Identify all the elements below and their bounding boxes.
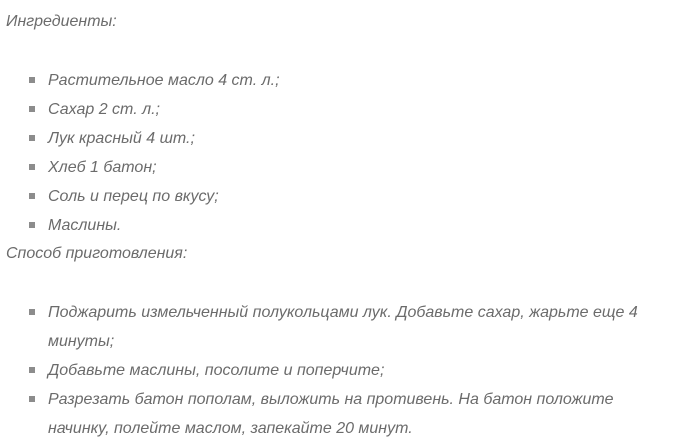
- bullet-square-icon: [29, 77, 35, 83]
- ingredients-heading: Ингредиенты:: [6, 13, 117, 30]
- bullet-square-icon: [29, 367, 35, 373]
- ingredient-item: Хлеб 1 батон;: [0, 153, 640, 182]
- ingredient-item: Маслины.: [0, 211, 640, 240]
- method-step: Поджарить измельченный полукольцами лук. Добавьте сахар, жарьте еще 4 минуты;: [0, 298, 640, 356]
- bullet-square-icon: [29, 164, 35, 170]
- method-step: Добавьте маслины, посолите и поперчите;: [0, 356, 640, 385]
- bullet-square-icon: [29, 309, 35, 315]
- ingredient-item: Сахар 2 ст. л.;: [0, 95, 640, 124]
- method-step: Разрезать батон пополам, выложить на противень. На батон положите начинку, полейте маслом, запекайте 20 минут.: [0, 385, 640, 443]
- bullet-square-icon: [29, 106, 35, 112]
- bullet-square-icon: [29, 193, 35, 199]
- ingredient-item: Растительное масло 4 ст. л.;: [0, 66, 640, 95]
- ingredient-item: Соль и перец по вкусу;: [0, 182, 640, 211]
- method-heading: Способ приготовления:: [6, 245, 188, 262]
- bullet-square-icon: [29, 135, 35, 141]
- ingredient-item: Лук красный 4 шт.;: [0, 124, 640, 153]
- bullet-square-icon: [29, 222, 35, 228]
- bullet-square-icon: [29, 396, 35, 402]
- method-steps-list: [0, 298, 640, 443]
- ingredients-list: [0, 66, 640, 240]
